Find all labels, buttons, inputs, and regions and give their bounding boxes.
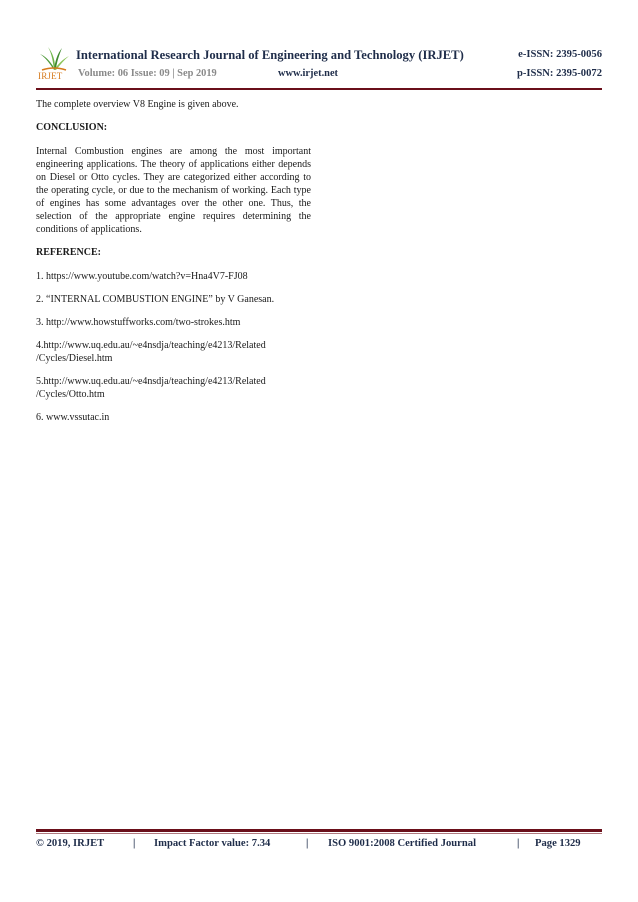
irjet-logo-icon xyxy=(36,44,72,72)
article-column xyxy=(36,98,311,434)
footer-separator: | xyxy=(306,838,309,849)
reference-item[interactable] xyxy=(36,316,311,329)
page-footer xyxy=(36,838,602,852)
logo-wordmark: IRJET xyxy=(38,71,63,81)
intro-paragraph: The complete overview V8 Engine is given above. xyxy=(36,99,239,110)
journal-title: International Research Journal of Engineering and Technology (IRJET) xyxy=(76,48,464,62)
footer-page-number: Page 1329 xyxy=(535,838,581,849)
footer-iso: ISO 9001:2008 Certified Journal xyxy=(328,838,477,849)
reference-text: 5.http://www.uq.edu.au/~e4nsdja/teaching/e4213/Related xyxy=(36,376,266,387)
reference-text: 2. “INTERNAL COMBUSTION ENGINE” by V Ganesan. xyxy=(36,294,275,305)
reference-item[interactable] xyxy=(36,339,311,365)
pissn: p-ISSN: 2395-0072 xyxy=(516,68,602,79)
irjet-logo xyxy=(36,44,72,84)
reference-heading: REFERENCE: xyxy=(36,247,102,258)
conclusion-paragraph: Internal Combustion engines are among the most important engineering applications. The theory of applications either depends on Diesel or Otto cycles. They are categorized either according to the operating cycle, or due to the mechanism of working. Each type of engines has some advantages over the other one. Thus, the selection of the appropriate engine requires determining the conditions of applications. xyxy=(36,146,311,235)
journal-website-link[interactable]: www.irjet.net xyxy=(278,68,339,79)
reference-item xyxy=(36,293,311,306)
reference-item[interactable] xyxy=(36,270,311,283)
footer-separator: | xyxy=(133,838,136,849)
footer-impact-factor: Impact Factor value: 7.34 xyxy=(154,838,271,849)
reference-text: 6. www.vssutac.in xyxy=(36,412,110,423)
reference-item[interactable] xyxy=(36,375,311,401)
footer-separator: | xyxy=(517,838,520,849)
page-header xyxy=(36,44,602,88)
footer-copyright: © 2019, IRJET xyxy=(36,838,105,849)
reference-text-continued: /Cycles/Otto.htm xyxy=(36,389,105,400)
reference-text: 3. http://www.howstuffworks.com/two-strokes.htm xyxy=(36,317,241,328)
header-divider xyxy=(36,88,602,90)
footer-divider-thin xyxy=(36,833,602,834)
reference-text: 4.http://www.uq.edu.au/~e4nsdja/teaching/e4213/Related xyxy=(36,340,266,351)
footer-divider xyxy=(36,829,602,832)
reference-text-continued: /Cycles/Diesel.htm xyxy=(36,353,113,364)
reference-item[interactable] xyxy=(36,411,311,424)
eissn: e-ISSN: 2395-0056 xyxy=(518,49,602,60)
reference-text: 1. https://www.youtube.com/watch?v=Hna4V7-FJ08 xyxy=(36,271,248,282)
volume-issue: Volume: 06 Issue: 09 | Sep 2019 xyxy=(78,68,217,79)
conclusion-heading: CONCLUSION: xyxy=(36,122,108,133)
